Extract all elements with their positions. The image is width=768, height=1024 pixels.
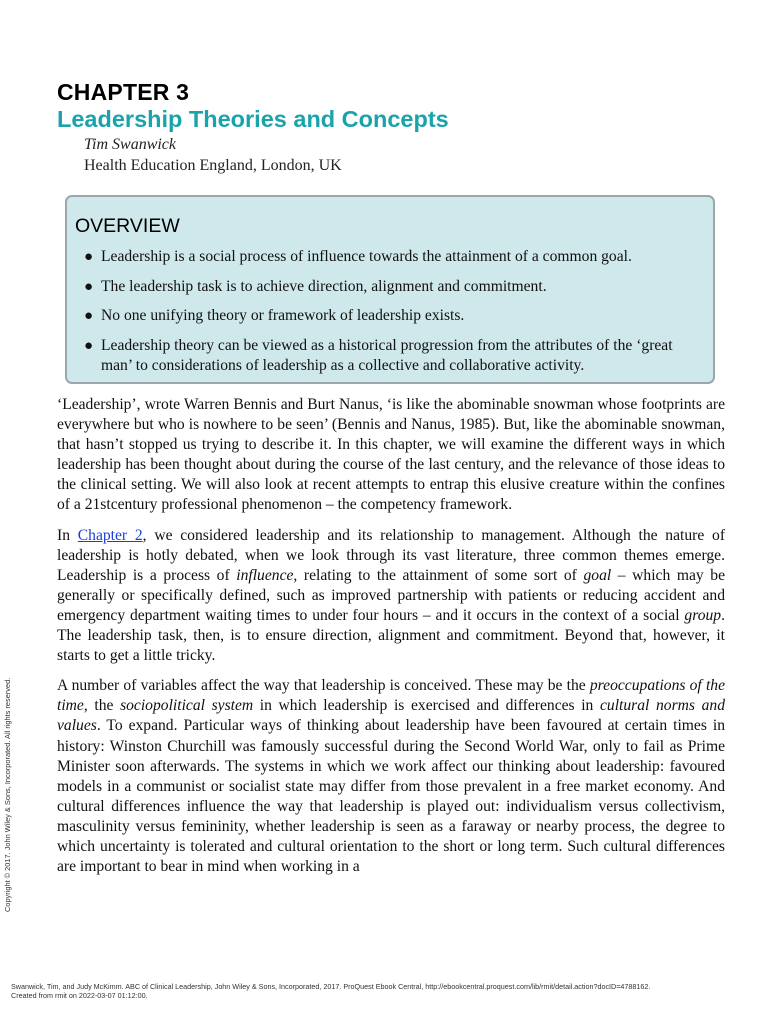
emphasis-group: group	[684, 606, 722, 624]
page-footer	[11, 982, 650, 1000]
bullet-icon: ●	[84, 249, 94, 265]
side-copyright-notice: Copyright © 2017. John Wiley & Sons, Incorporated. All rights reserved.	[3, 677, 12, 912]
chapter-2-link[interactable]: Chapter 2	[77, 526, 143, 544]
text-run: . To expand. Particular ways of thinking about leadership have been favoured at certain times in history: Winston Churchill was famously successful during the Second World War, only to fail as Prime Minister soon afterwards. The systems in which we work affect our thinking about leadership: favoured models in a communist or socialist state may differ from those prevalent in a free market economy. And cultural differences influence the way that leadership is played out: individualism versus collectivism, masculinity versus femininity, whether leadership is seen as a faraway or nearby process, the degree to which uncertainty is tolerated and cultural orientation to the short or long term. Such cultural differences are important to bear in mind when working in a	[57, 717, 725, 876]
text-run: A number of variables affect the way that leadership is conceived. These may be the	[57, 677, 590, 695]
overview-box	[65, 195, 715, 384]
text-run: – which may be generally or specifically defined, such as improved partnership with patients or reducing accident and emergency department waiting times to under four hours – and it occurs in the context of a social	[57, 566, 725, 624]
chapter-body	[57, 395, 725, 887]
emphasis-preoccupations: preoccupations of the time	[57, 677, 725, 715]
bullet-icon: ●	[84, 278, 94, 295]
overview-item	[67, 247, 707, 267]
bullet-icon: ●	[84, 308, 94, 324]
overview-item	[67, 336, 707, 376]
bullet-icon: ●	[84, 337, 94, 354]
emphasis-influence: influence	[236, 566, 294, 584]
body-paragraph-2	[57, 526, 725, 667]
footer-citation: Swanwick, Tim, and Judy McKimm. ABC of Clinical Leadership, John Wiley & Sons, Incorporated, 2017. ProQuest Ebook Central, http://ebookcentral.proquest.com/lib/rmit/detail.action?docID=4788162.	[11, 982, 651, 991]
emphasis-sociopolitical: sociopolitical system	[120, 697, 254, 715]
overview-item-text: No one unifying theory or framework of leadership exists.	[101, 307, 465, 324]
body-paragraph-3	[57, 676, 725, 877]
text-run: , we considered leadership and its relationship to management. Although the nature of leadership is hotly debated, when we look through its vast literature, three common themes emerge. Leadership is a process of	[57, 526, 726, 584]
text-run: In	[57, 526, 78, 544]
text-run: in which leadership is exercised and differences in	[253, 697, 600, 715]
footer-created: Created from rmit on 2022-03-07 01:12:00.	[11, 991, 148, 1000]
overview-item-text: Leadership theory can be viewed as a historical progression from the attributes of the ‘great man’ to considerations of leadership as a collective and collaborative activity.	[101, 336, 673, 374]
overview-list	[67, 247, 707, 385]
author-affiliation: Health Education England, London, UK	[84, 157, 342, 174]
author-name: Tim Swanwick	[84, 136, 177, 153]
overview-item	[67, 306, 707, 326]
text-run: . The leadership task, then, is to ensure direction, alignment and commitment. Beyond that, however, it starts to get a little tricky.	[57, 606, 725, 665]
chapter-title: Leadership Theories and Concepts	[57, 106, 449, 132]
overview-item-text: The leadership task is to achieve direction, alignment and commitment.	[101, 277, 547, 295]
text-run: , relating to the attainment of some sort of	[293, 566, 584, 584]
emphasis-cultural-norms: cultural norms and values	[57, 697, 725, 735]
overview-item	[67, 277, 707, 297]
overview-item-text: Leadership is a social process of influence towards the attainment of a common goal.	[101, 248, 632, 265]
chapter-number: CHAPTER 3	[57, 79, 190, 105]
emphasis-goal: goal	[583, 566, 612, 584]
text-run: , the	[83, 697, 121, 715]
overview-heading: OVERVIEW	[75, 215, 180, 237]
body-paragraph-1: ‘Leadership’, wrote Warren Bennis and Burt Nanus, ‘is like the abominable snowman whose footprints are everywhere but who is nowhere to be seen’ (Bennis and Nanus, 1985). But, like the abominable snowman, that hasn’t stopped us trying to describe it. In this chapter, we will examine the different ways in which leadership has been thought about during the course of the last century, and the relevance of those ideas to the clinical setting. We will also look at recent attempts to entrap this elusive creature within the confines of a 21stcentury professional phenomenon – the competency framework.	[57, 396, 725, 514]
